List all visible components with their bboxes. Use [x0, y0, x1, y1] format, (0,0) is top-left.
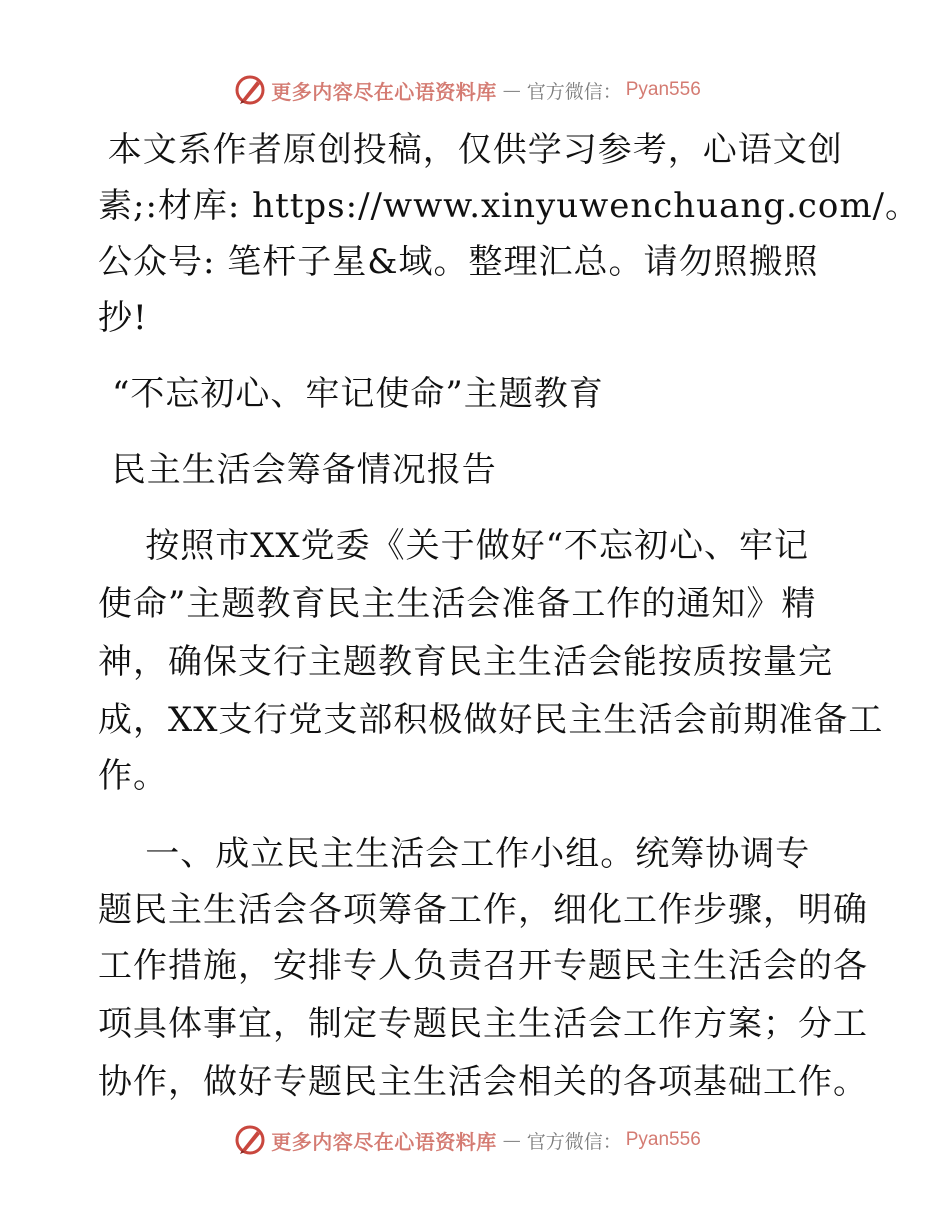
pen-logo-icon: [233, 73, 267, 107]
notice-line-2: 素;:材库: https://www.xinyuwenchuang.com/。: [98, 186, 921, 226]
body-paragraph-2-line-5: 协作，做好专题民主生活会相关的各项基础工作。: [98, 1062, 868, 1102]
body-paragraph-2-line-1: 一、成立民主生活会工作小组。统筹协调专: [98, 834, 811, 874]
body-paragraph-1-line-2: 使命”主题教育民主生活会准备工作的通知》精: [98, 584, 817, 624]
promo-text: 更多内容尽在心语资料库: [271, 1129, 497, 1154]
banner-separator: —: [502, 79, 521, 101]
body-paragraph-1-line-3: 神，确保支行主题教育民主生活会能按质按量完: [98, 642, 833, 682]
pen-logo-icon: [233, 1123, 267, 1157]
notice-line-4: 抄!: [98, 298, 148, 338]
body-paragraph-2-line-4: 项具体事宜，制定专题民主生活会工作方案；分工: [98, 1004, 868, 1044]
page-title-line-1: “不忘初心、牢记使命”主题教育: [112, 374, 604, 414]
banner-separator: —: [502, 1129, 521, 1151]
wechat-label: 官方微信：: [526, 1130, 622, 1153]
header-banner: [0, 70, 950, 110]
page-title-line-2: 民主生活会筹备情况报告: [100, 450, 497, 490]
promo-text: 更多内容尽在心语资料库: [271, 79, 497, 104]
wechat-label: 官方微信：: [526, 80, 622, 103]
body-paragraph-2-line-2: 题民主生活会各项筹备工作，细化工作步骤，明确: [98, 890, 868, 930]
body-paragraph-1-line-4: 成，XX支行党支部积极做好民主生活会前期准备工: [98, 700, 884, 740]
notice-line-3: 公众号: 笔杆子星&域。整理汇总。请勿照搬照: [98, 242, 819, 282]
notice-line-1: 本文系作者原创投稿，仅供学习参考，心语文创: [96, 130, 843, 170]
body-paragraph-2-line-3: 工作措施，安排专人负责召开专题民主生活会的各: [98, 946, 868, 986]
body-paragraph-1-line-1: 按照市XX党委《关于做好“不忘初心、牢记: [98, 526, 810, 566]
wechat-id: Pyan556: [625, 1129, 701, 1150]
body-paragraph-1-line-5: 作。: [98, 756, 168, 796]
wechat-id: Pyan556: [625, 79, 701, 100]
footer-banner: [0, 1120, 950, 1160]
